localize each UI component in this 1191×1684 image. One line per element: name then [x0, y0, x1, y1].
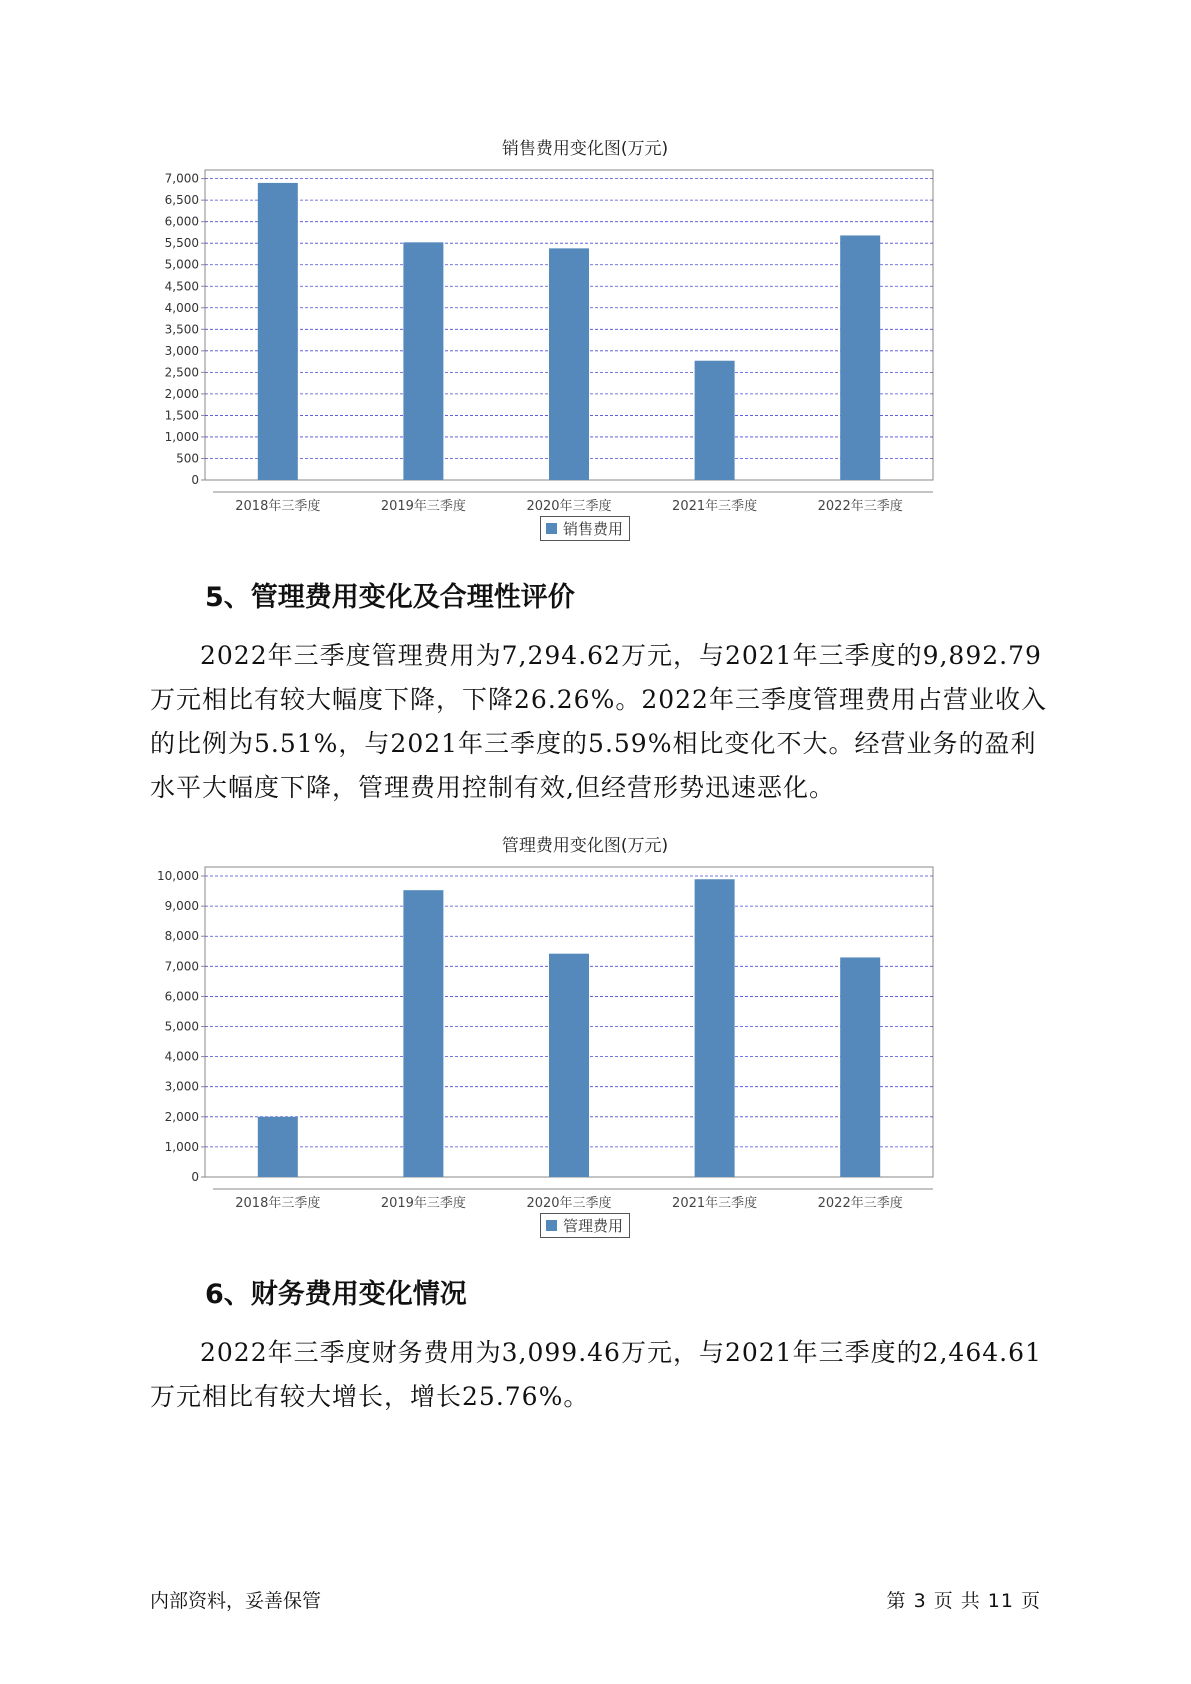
y-tick-label: 7,000	[164, 171, 199, 186]
y-tick-label: 6,000	[164, 214, 199, 229]
sales-expense-chart	[150, 130, 1020, 550]
y-tick-label: 2,000	[164, 1109, 199, 1124]
admin-expense-bar-chart	[150, 857, 1020, 1217]
sales-expense-bar-chart	[150, 160, 1020, 520]
x-tick-label: 2019年三季度	[380, 499, 466, 514]
y-tick-label: 500	[176, 451, 199, 466]
bar	[840, 235, 880, 480]
x-tick-label: 2018年三季度	[235, 499, 321, 514]
section-paragraph-5: 2022年三季度管理费用为7,294.62万元，与2021年三季度的9,892.79万元相比有较大幅度下降，下降26.26%。2022年三季度管理费用占营业收入的比例为5.51%，与2021年三季度的5.59%相比变化不大。经营业务的盈利水平大幅度下降，管理费用控制有效,但经营形势迅速恶化。	[150, 641, 1047, 802]
y-tick-label: 6,000	[164, 989, 199, 1004]
y-tick-label: 2,000	[164, 386, 199, 401]
bar	[840, 957, 880, 1177]
y-tick-label: 9,000	[164, 899, 199, 914]
section-paragraph-6: 2022年三季度财务费用为3,099.46万元，与2021年三季度的2,464.61万元相比有较大增长，增长25.76%。	[150, 1338, 1042, 1411]
bar	[549, 954, 589, 1177]
y-tick-label: 5,500	[164, 236, 199, 251]
x-tick-label: 2019年三季度	[380, 1196, 466, 1211]
x-tick-label: 2020年三季度	[526, 1196, 612, 1211]
footer-confidential-note: 内部资料，妥善保管	[150, 1590, 322, 1612]
bar	[549, 248, 589, 480]
bar	[695, 879, 735, 1177]
admin-expense-chart	[150, 827, 1020, 1247]
y-tick-label: 5,000	[164, 1019, 199, 1034]
x-tick-label: 2021年三季度	[672, 499, 758, 514]
bar	[258, 1117, 298, 1177]
chart-legend	[150, 1213, 1020, 1238]
bar	[403, 890, 443, 1177]
y-tick-label: 3,500	[164, 322, 199, 337]
y-tick-label: 0	[191, 473, 199, 487]
bar	[695, 361, 735, 480]
bar	[258, 183, 298, 480]
x-tick-label: 2022年三季度	[817, 499, 903, 514]
legend-label: 管理费用	[562, 1217, 623, 1235]
legend-swatch	[546, 523, 557, 534]
y-tick-label: 4,000	[164, 1049, 199, 1064]
y-tick-label: 1,500	[164, 408, 199, 423]
y-tick-label: 1,000	[164, 429, 199, 444]
y-tick-label: 5,000	[164, 257, 199, 272]
section-heading-6: 6、财务费用变化情况	[205, 1279, 467, 1310]
x-tick-label: 2022年三季度	[817, 1196, 903, 1211]
x-tick-label: 2021年三季度	[672, 1196, 758, 1211]
chart-legend	[150, 516, 1020, 541]
chart-title: 管理费用变化图(万元)	[501, 836, 669, 856]
footer-page-number: 第 3 页 共 11 页	[886, 1590, 1041, 1612]
y-tick-label: 10,000	[157, 869, 199, 884]
legend-swatch	[546, 1220, 557, 1231]
y-tick-label: 8,000	[164, 929, 199, 944]
y-tick-label: 3,000	[164, 343, 199, 358]
y-tick-label: 7,000	[164, 959, 199, 974]
x-tick-label: 2018年三季度	[235, 1196, 321, 1211]
y-tick-label: 3,000	[164, 1079, 199, 1094]
y-tick-label: 1,000	[164, 1139, 199, 1154]
x-tick-label: 2020年三季度	[526, 499, 612, 514]
chart-title: 销售费用变化图(万元)	[501, 139, 669, 159]
y-tick-label: 6,500	[164, 193, 199, 208]
legend-label: 销售费用	[562, 520, 623, 538]
bar	[403, 242, 443, 480]
y-tick-label: 0	[191, 1170, 199, 1184]
y-tick-label: 4,000	[164, 300, 199, 315]
y-tick-label: 4,500	[164, 279, 199, 294]
y-tick-label: 2,500	[164, 365, 199, 380]
section-heading-5: 5、管理费用变化及合理性评价	[205, 582, 575, 613]
